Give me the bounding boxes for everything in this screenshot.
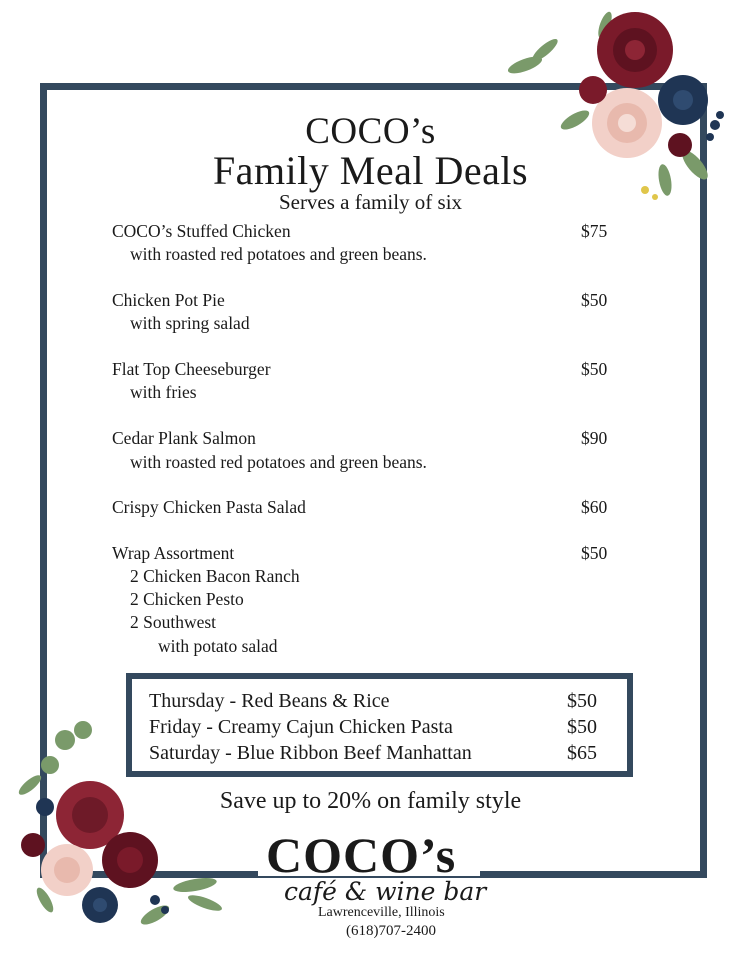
menu-item-detail: 2 Southwest xyxy=(130,612,217,632)
phone-number: (618)707-2400 xyxy=(346,923,436,939)
menu-item-price: $75 xyxy=(581,221,608,241)
menu-item-price: $50 xyxy=(581,543,608,563)
menu-item-name: Chicken Pot Pie xyxy=(112,290,225,310)
special-label: Thursday - Red Beans & Rice xyxy=(149,690,390,712)
menu-item-price: $90 xyxy=(581,428,608,448)
special-price: $50 xyxy=(567,716,597,738)
special-price: $65 xyxy=(567,742,597,764)
brand-tagline: café & wine bar xyxy=(284,877,487,906)
menu-item-detail: with fries xyxy=(130,382,197,402)
menu-item-detail: with spring salad xyxy=(130,313,250,333)
menu-item-price: $60 xyxy=(581,497,608,517)
special-price: $50 xyxy=(567,690,597,712)
menu-item-name: Crispy Chicken Pasta Salad xyxy=(112,497,306,517)
menu-item-name: COCO’s Stuffed Chicken xyxy=(112,221,291,241)
page-subtitle: Serves a family of six xyxy=(278,190,463,214)
page-title-line2: Family Meal Deals xyxy=(212,148,529,193)
special-label: Saturday - Blue Ribbon Beef Manhattan xyxy=(149,742,472,764)
menu-item-detail: 2 Chicken Bacon Ranch xyxy=(130,566,300,586)
menu-item-name: Flat Top Cheeseburger xyxy=(112,359,271,379)
menu-item-detail: 2 Chicken Pesto xyxy=(130,589,244,609)
menu-item-price: $50 xyxy=(581,290,608,310)
menu-item-detail: with potato salad xyxy=(158,636,278,656)
menu-item-detail: with roasted red potatoes and green beans. xyxy=(130,244,427,264)
menu-item-name: Cedar Plank Salmon xyxy=(112,428,256,448)
page-title-line1: COCO’s xyxy=(305,111,436,152)
menu-item-price: $50 xyxy=(581,359,608,379)
brand-logo: COCO’s xyxy=(266,827,457,883)
location-text: Lawrenceville, Illinois xyxy=(318,905,445,920)
special-label: Friday - Creamy Cajun Chicken Pasta xyxy=(149,716,453,738)
menu-item-name: Wrap Assortment xyxy=(112,543,235,563)
menu-item-detail: with roasted red potatoes and green beans. xyxy=(130,452,427,472)
promo-text: Save up to 20% on family style xyxy=(219,788,522,814)
